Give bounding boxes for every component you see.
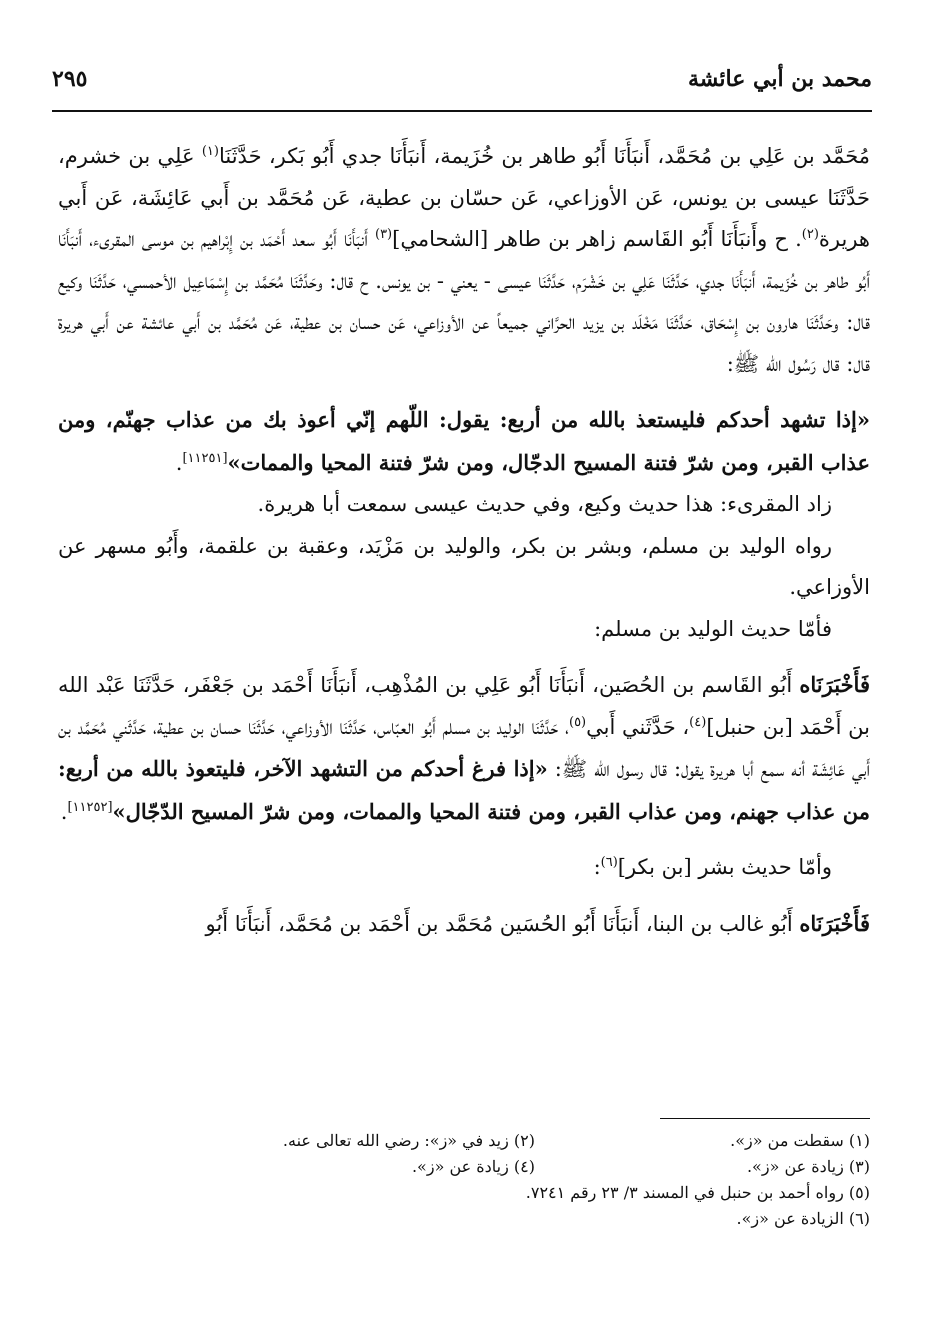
footnote-4: (٤) زيادة عن «ز». [411, 1157, 535, 1176]
text-run: . [60, 799, 68, 824]
bold-lead-word: فَأَخْبَرَنَاه [799, 672, 870, 697]
paragraph [58, 484, 870, 526]
text-run: عَلِي بن خشرم، حَدَّثَنَا عيسى بن يونس، عَن الأوزاعي، عَن حسّان بن عطية، عَن مُحَمَّد بن أَبي عَائِشَة، عَن أَبي هريرة [58, 144, 870, 251]
footnote-marker: (٤) [689, 714, 707, 730]
running-title: محمد بن أبي عائشة [687, 66, 872, 92]
paragraph [58, 847, 870, 889]
hadith-text: «إذا فرغ أحدكم من التشهد الآخر، فليتعوذ بالله من أربع: من عذاب جهنم، ومن عذاب القبر، ومن فتنة المحيا والممات، ومن شرّ المسيح الدّجّال» [58, 756, 870, 824]
hadith-text: «إذا تشهد أحدكم فليستعذ بالله من أربع: يقول: اللّهم إنّي أعوذ بك من عذاب جهنّم، ومن عذاب القبر، ومن شرّ فتنة المسيح الدجّال، ومن شرّ فتنة المحيا والممات» [58, 407, 870, 475]
footnote-marker: (٥) [568, 714, 587, 730]
text-run: أَبُو غالب بن البنا، أَنبَأَنَا أَبُو الحُسَين مُحَمَّد بن أَحْمَد بن مُحَمَّد، أَنبَأَنَا أَبُو [205, 911, 800, 936]
text-run: ، حَدَّثَني أَبي [586, 714, 690, 739]
paragraph [58, 136, 870, 385]
page-number: ٢٩٥ [52, 66, 88, 92]
text-run: أَبُو القَاسم بن الحُصَين، أَنبَأَنَا أَبُو عَلِي بن المُذْهِب، أَنبَأَنَا أَحْمَد بن جَعْفَر، حَدَّثَنَا عَبْد الله بن أَحْمَد [بن حنبل] [58, 673, 870, 739]
text-run: فأمّا حديث الوليد بن مسلم: [594, 616, 832, 641]
text-run: مُحَمَّد بن عَلِي بن مُحَمَّد، أَنبَأَنَا أَبُو طاهر بن خُزَيمة، أَنبَأَنَا جدي أَبُو بَكر، حَدَّثَنَا [218, 144, 870, 168]
paragraph [58, 903, 870, 946]
paragraph [58, 664, 870, 833]
text-run: ، حَدَّثَنَا الوليد بن مسلم أَبُو العبّاس، حَدَّثَنَا الأوزاعي، حَدَّثَنَا حسان بن عطية، حَدَّثَني مُحَمَّد بن أَبي عَائِشَة أنه سمع أبا هريرة يقول: قال رسول الله ﷺ: [58, 714, 870, 781]
footnote-row [200, 1128, 870, 1154]
footnote-marker: (٣) [374, 227, 393, 242]
bold-lead-word: فَأَخْبَرَنَاه [799, 910, 870, 936]
paragraph [58, 399, 870, 484]
footnotes [200, 1128, 870, 1232]
footnote-row [200, 1154, 870, 1180]
paragraph [58, 609, 870, 651]
footnote-marker: (٢) [801, 227, 819, 242]
footnote-3: (٣) زيادة عن «ز». [746, 1157, 870, 1176]
footnote-marker: [١١٢٥١] [182, 450, 228, 466]
footnote-marker: (١) [201, 144, 219, 159]
main-text [58, 136, 870, 945]
footnote-1: (١) سقطت من «ز». [730, 1131, 870, 1150]
text-run: رواه الوليد بن مسلم، وبشر بن بكر، والوليد بن مَزْيَد، وعقبة بن علقمة، وأَبُو مسهر عن الأوزاعي. [58, 533, 870, 599]
footnote-marker: [١١٢٥٢] [67, 799, 113, 815]
footnote-6: (٦) الزيادة عن «ز». [736, 1209, 870, 1228]
page-header [52, 62, 872, 112]
footnote-divider [660, 1118, 870, 1119]
text-run: . [175, 450, 183, 475]
footnote-2: (٢) زيد في «ز»: رضي الله تعالى عنه. [282, 1131, 535, 1150]
text-run: وأمّا حديث بشر [بن بكر] [617, 855, 832, 879]
footnote-marker: (٦) [600, 855, 618, 870]
footnote-5: (٥) رواه أحمد بن حنبل في المسند ٣/ ٢٣ رقم ٧٢٤١. [525, 1183, 870, 1202]
text-run: زاد المقرىء: هذا حديث وكيع، وفي حديث عيسى سمعت أبا هريرة. [257, 492, 832, 516]
paragraph [58, 526, 870, 609]
text-run: . ح وأَنبَأَنَا أَبُو القَاسم زاهر بن طاهر [الشحامي] [392, 227, 802, 251]
text-run: : [593, 855, 601, 879]
text-run: أَنبَأَنَا أَبُو سعد أَحْمَد بن إِبْراهيم بن موسى المقرىء، أَنبَأَنَا أَبُو طاهر بن خُزَيمة، أَنبَأَنَا جدي، حَدَّثَنَا عَلِي بن خَشْرَم، حَدَّثَنَا عيسى - يعني - بن يونس. ح قال: وحَدَّثَنَا مُحَمَّد بن إِسْمَاعِيل الأحمسي، حَدَّثَنَا وكيع قال: وحَدَّثَنَا هارون بن إِسْحَاق، حَدَّثَنَا مَخْلَد بن يزيد الحرَّاني جميعاً عن الأوزاعي، عَن حسان بن عطية، عَن مُحَمَّد بن أَبي عائشة عن أَبي هريرة قال: قال رَسُول الله ﷺ: [58, 227, 870, 376]
